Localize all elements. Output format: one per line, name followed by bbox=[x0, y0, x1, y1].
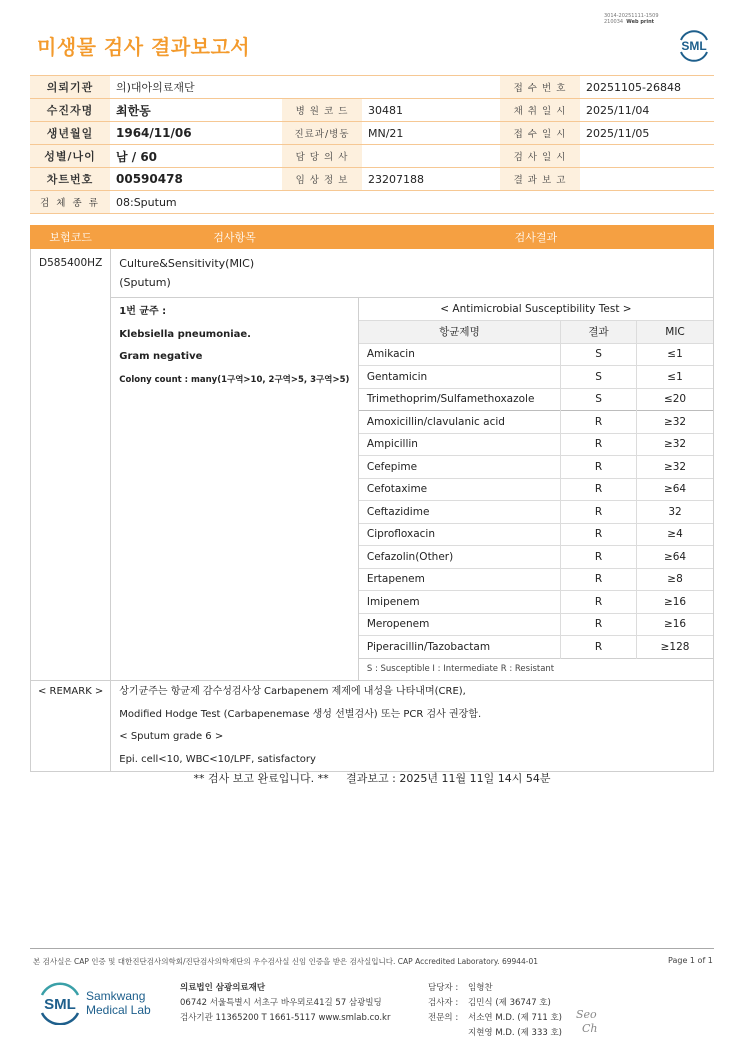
ast-row bbox=[359, 546, 713, 569]
ast-mic: ≤1 bbox=[637, 366, 713, 389]
ast-result: S bbox=[561, 366, 637, 389]
ast-table bbox=[359, 298, 713, 680]
info-row bbox=[30, 191, 714, 214]
chart-no-value: 00590478 bbox=[110, 168, 282, 191]
ast-mic: ≤20 bbox=[637, 388, 713, 411]
ast-result: R bbox=[561, 636, 637, 659]
results-table bbox=[30, 225, 714, 772]
test-row bbox=[31, 249, 714, 298]
request-org-label: 의뢰기관 bbox=[30, 76, 110, 99]
ast-legend: S : Susceptible I : Intermediate R : Resistant bbox=[359, 658, 713, 680]
dept-label: 진료과/병동 bbox=[282, 122, 362, 145]
staff-name: 임형찬 bbox=[468, 983, 493, 993]
hospital-code-label: 병 원 코 드 bbox=[282, 99, 362, 122]
footer-logo-text: SML bbox=[44, 996, 76, 1013]
birth-label: 생년월일 bbox=[30, 122, 110, 145]
remark-line1: 상기균주는 항균제 감수성검사상 Carbapenem 제제에 내성을 나타내며(CRE), bbox=[119, 686, 466, 697]
organism-row bbox=[31, 298, 714, 681]
ast-col-drug: 항균제명 bbox=[359, 321, 561, 344]
doc-code-line1: 3014-20251111-1509 bbox=[604, 13, 659, 19]
ast-drug: Cefazolin(Other) bbox=[359, 546, 561, 569]
footer-brand bbox=[86, 989, 151, 1017]
ast-row bbox=[359, 478, 713, 501]
footer-address bbox=[180, 981, 390, 1026]
info-row bbox=[30, 76, 714, 99]
ast-row bbox=[359, 366, 713, 389]
hospital-code-value: 30481 bbox=[362, 99, 500, 122]
ast-mic: ≥128 bbox=[637, 636, 713, 659]
web-print-label: Web print bbox=[626, 19, 655, 25]
document-code bbox=[604, 13, 659, 25]
ast-row bbox=[359, 411, 713, 434]
ast-drug: Trimethoprim/Sulfamethoxazole bbox=[366, 393, 535, 406]
patient-info-table bbox=[30, 75, 714, 214]
name-value: 최한동 bbox=[110, 99, 282, 122]
ast-result: R bbox=[561, 546, 637, 569]
ast-mic: ≥32 bbox=[637, 433, 713, 456]
ast-drug: Ciprofloxacin bbox=[359, 523, 561, 546]
ast-row bbox=[359, 456, 713, 479]
ast-result: R bbox=[561, 501, 637, 524]
col-test-item: 검사항목 bbox=[111, 226, 359, 249]
info-row bbox=[30, 99, 714, 122]
signature bbox=[576, 1008, 598, 1036]
ast-drug: Meropenem bbox=[359, 613, 561, 636]
test-name-cell bbox=[111, 249, 714, 298]
organism-name: Klebsiella pneumoniae. bbox=[119, 328, 251, 340]
remark-cell bbox=[111, 681, 714, 772]
ast-drug: Ceftazidime bbox=[359, 501, 561, 524]
org-address: 06742 서울특별시 서초구 바우뫼로41길 57 삼광빌딩 bbox=[180, 998, 382, 1008]
ast-drug: Gentamicin bbox=[359, 366, 561, 389]
organism-cell bbox=[111, 298, 359, 681]
ast-result: R bbox=[561, 523, 637, 546]
info-row bbox=[30, 168, 714, 191]
report-value bbox=[580, 168, 714, 191]
specialist2-name: 지현영 M.D. (제 333 호) bbox=[468, 1028, 563, 1038]
doctor-label: 담 당 의 사 bbox=[282, 145, 362, 168]
test-name: Culture&Sensitivity(MIC) bbox=[119, 257, 255, 270]
results-header-row bbox=[31, 226, 714, 249]
info-row bbox=[30, 145, 714, 168]
specimen-label: 검 체 종 류 bbox=[30, 191, 110, 214]
clinical-value: 23207188 bbox=[362, 168, 500, 191]
completion-notice: ** 검사 보고 완료입니다. ** 결과보고 : 2025년 11월 11일 14시 54분 bbox=[193, 772, 551, 785]
test-date-value bbox=[580, 145, 714, 168]
footer-divider bbox=[30, 948, 714, 949]
ast-result: R bbox=[561, 411, 637, 434]
ast-title-row bbox=[359, 298, 713, 321]
ast-drug: Cefotaxime bbox=[359, 478, 561, 501]
ast-mic: ≥32 bbox=[637, 411, 713, 434]
ast-result: R bbox=[561, 591, 637, 614]
sml-logo-icon bbox=[676, 27, 712, 63]
remark-row bbox=[31, 681, 714, 772]
info-row bbox=[30, 122, 714, 145]
ast-row bbox=[359, 636, 713, 659]
ast-result: S bbox=[561, 388, 637, 411]
footer-note: 본 검사실은 CAP 인증 및 대한진단검사의학회/진단검사의학재단의 우수검사실 신임 인증을 받은 검사실입니다. CAP Accredited Laboratory. 69944-01 bbox=[33, 957, 539, 966]
ast-result: R bbox=[561, 613, 637, 636]
gram-stain: Gram negative bbox=[119, 351, 203, 362]
specimen-value: 08:Sputum bbox=[110, 191, 714, 214]
ast-result: R bbox=[561, 568, 637, 591]
dept-value: MN/21 bbox=[362, 122, 500, 145]
ast-title: < Antimicrobial Susceptibility Test > bbox=[359, 298, 713, 321]
sml-logo bbox=[676, 27, 712, 63]
remark-line2: Modified Hodge Test (Carbapenemase 생성 선별검사) 또는 PCR 검사 권장함. bbox=[119, 708, 482, 720]
ast-cell bbox=[358, 298, 713, 681]
ast-drug: Amikacin bbox=[359, 343, 561, 366]
ast-drug: Ampicillin bbox=[359, 433, 561, 456]
tester-name: 김민식 (제 36747 호) bbox=[468, 998, 551, 1008]
collect-date-value: 2025/11/04 bbox=[580, 99, 714, 122]
doctor-value bbox=[362, 145, 500, 168]
request-org-value: 의)대아의료재단 bbox=[110, 76, 500, 99]
sml-logo-text: SML bbox=[681, 39, 707, 53]
ast-drug: Cefepime bbox=[359, 456, 561, 479]
sml-footer-logo-icon bbox=[36, 981, 84, 1025]
ast-drug: Piperacillin/Tazobactam bbox=[366, 640, 491, 653]
colony-count: Colony count : many(1구역>10, 2구역>5, 3구역>5) bbox=[119, 374, 350, 385]
ast-row bbox=[359, 568, 713, 591]
org-name: 의료법인 삼광의료재단 bbox=[180, 983, 266, 993]
ast-row bbox=[359, 388, 713, 411]
name-label: 수진자명 bbox=[30, 99, 110, 122]
ast-body bbox=[359, 343, 713, 658]
ast-row bbox=[359, 501, 713, 524]
ast-mic: ≥64 bbox=[637, 546, 713, 569]
page-number: Page 1 of 1 bbox=[668, 956, 713, 965]
ast-drug: Imipenem bbox=[359, 591, 561, 614]
sex-age-label: 성별/나이 bbox=[30, 145, 110, 168]
remark-line4: Epi. cell<10, WBC<10/LPF, satisfactory bbox=[119, 753, 316, 765]
brand-line1: Samkwang bbox=[86, 989, 146, 1003]
ast-drug: Amoxicillin/clavulanic acid bbox=[359, 411, 561, 434]
ast-result: R bbox=[561, 456, 637, 479]
ast-mic: ≥16 bbox=[637, 591, 713, 614]
specialist1-name: 서소연 M.D. (제 711 호) bbox=[468, 1013, 563, 1023]
receipt-date-value: 2025/11/05 bbox=[580, 122, 714, 145]
footer-staff bbox=[428, 981, 562, 1041]
ast-row bbox=[359, 343, 713, 366]
ast-drug: Ertapenem bbox=[359, 568, 561, 591]
receipt-date-label: 접 수 일 시 bbox=[500, 122, 580, 145]
col-insurance-code: 보험코드 bbox=[31, 226, 111, 249]
ast-mic: ≥64 bbox=[637, 478, 713, 501]
footer-logo bbox=[36, 981, 84, 1025]
specialist-label: 전문의 : bbox=[428, 1013, 459, 1023]
ast-legend-row bbox=[359, 658, 713, 680]
ast-result: R bbox=[561, 433, 637, 456]
remark-line3: < Sputum grade 6 > bbox=[119, 731, 224, 742]
ast-mic: ≥4 bbox=[637, 523, 713, 546]
ast-mic: ≥8 bbox=[637, 568, 713, 591]
receipt-no-label: 접 수 번 호 bbox=[500, 76, 580, 99]
tester-label: 검사자 : bbox=[428, 998, 459, 1008]
insurance-code: D585400HZ bbox=[31, 249, 111, 681]
brand-line2: Medical Lab bbox=[86, 1003, 151, 1017]
page-title: 미생물 검사 결과보고서 bbox=[37, 35, 251, 59]
receipt-no-value: 20251105-26848 bbox=[580, 76, 714, 99]
ast-col-mic: MIC bbox=[637, 321, 713, 344]
ast-result: R bbox=[561, 478, 637, 501]
signature-1: Seo bbox=[576, 1008, 597, 1021]
col-test-result: 검사결과 bbox=[358, 226, 713, 249]
ast-result: S bbox=[561, 343, 637, 366]
ast-row bbox=[359, 523, 713, 546]
ast-mic: ≥32 bbox=[637, 456, 713, 479]
ast-mic: ≤1 bbox=[637, 343, 713, 366]
ast-header-row bbox=[359, 321, 713, 344]
birth-value: 1964/11/06 bbox=[110, 122, 282, 145]
remark-label: < REMARK > bbox=[31, 681, 111, 772]
ast-row bbox=[359, 613, 713, 636]
ast-row bbox=[359, 433, 713, 456]
sex-age-value: 남 / 60 bbox=[110, 145, 282, 168]
org-contact: 검사기관 11365200 T 1661-5117 www.smlab.co.kr bbox=[180, 1013, 391, 1023]
staff-label: 담당자 : bbox=[428, 983, 459, 993]
doc-code-line2: 210034 bbox=[604, 19, 624, 25]
chart-no-label: 차트번호 bbox=[30, 168, 110, 191]
clinical-label: 임 상 정 보 bbox=[282, 168, 362, 191]
test-date-label: 검 사 일 시 bbox=[500, 145, 580, 168]
organism-no: 1번 균주 : bbox=[119, 306, 167, 317]
signature-2: Ch bbox=[582, 1022, 598, 1035]
ast-col-result: 결과 bbox=[561, 321, 637, 344]
ast-mic: 32 bbox=[637, 501, 713, 524]
ast-mic: ≥16 bbox=[637, 613, 713, 636]
ast-row bbox=[359, 591, 713, 614]
collect-date-label: 채 취 일 시 bbox=[500, 99, 580, 122]
report-label: 결 과 보 고 bbox=[500, 168, 580, 191]
test-specimen: (Sputum) bbox=[119, 276, 171, 289]
